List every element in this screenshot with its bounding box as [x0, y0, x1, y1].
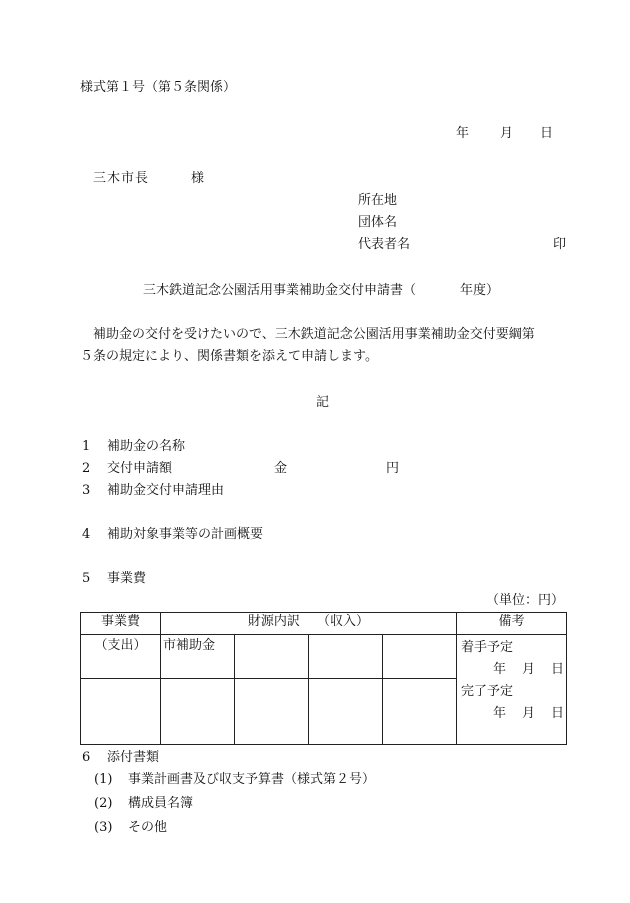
remarks-cell — [457, 635, 567, 745]
attachment-number: (2) — [94, 796, 113, 811]
end-label: 完了予定 — [461, 684, 514, 699]
funding-header: 財源内訳 （収入） — [161, 613, 457, 635]
start-label: 着手予定 — [461, 640, 514, 655]
addressee-honorific: 様 — [191, 171, 205, 186]
amount-yen: 円 — [386, 461, 400, 476]
remarks-header: 備考 — [457, 613, 567, 635]
item-label: 添付書類 — [107, 750, 160, 765]
start-year: 年 — [493, 662, 507, 677]
expense-header: 事業費 — [81, 613, 161, 635]
start-day: 日 — [551, 662, 565, 677]
title-year-suffix: 年度） — [460, 283, 500, 298]
attachment-label: その他 — [128, 820, 168, 835]
item-label: 補助金の名称 — [107, 439, 186, 454]
representative-label: 代表者名 — [358, 237, 411, 252]
item-label: 交付申請額 — [107, 461, 173, 476]
attachment-number: (3) — [94, 820, 113, 835]
ki-heading: 記 — [316, 395, 330, 410]
end-year: 年 — [493, 706, 507, 721]
funding-cell[interactable] — [235, 635, 309, 679]
end-date-line — [461, 703, 566, 725]
item-number: 5 — [82, 571, 91, 586]
address-label: 所在地 — [358, 193, 398, 208]
attachment-number: (1) — [94, 772, 113, 787]
amount-kin: 金 — [274, 461, 288, 476]
funding-cell[interactable] — [383, 635, 457, 679]
city-subsidy-label: 市補助金 — [161, 635, 235, 679]
funding-cell[interactable] — [309, 635, 383, 679]
budget-table — [80, 612, 567, 745]
body-line-2: ５条の規定により、関係書類を添えて申請します。 — [80, 349, 378, 364]
expense-subheader: （支出） — [81, 635, 161, 679]
item-number: 6 — [82, 750, 91, 765]
end-month: 月 — [522, 706, 536, 721]
attachment-label: 事業計画書及び収支予算書（様式第２号） — [128, 772, 376, 787]
start-month: 月 — [522, 662, 536, 677]
funding-cell[interactable] — [161, 679, 235, 745]
funding-cell[interactable] — [309, 679, 383, 745]
expense-cell[interactable] — [81, 679, 161, 745]
form-number: 様式第１号（第５条関係） — [80, 80, 237, 95]
date-day: 日 — [540, 126, 554, 141]
item-number: 4 — [82, 527, 91, 542]
item-number: 3 — [82, 483, 91, 498]
item-label: 補助金交付申請理由 — [107, 483, 225, 498]
item-number: 2 — [82, 461, 91, 476]
date-month: 月 — [500, 126, 514, 141]
item-label: 補助対象事業等の計画概要 — [107, 527, 264, 542]
body-line-1: 補助金の交付を受けたいので、三木鉄道記念公園活用事業補助金交付要綱第 — [93, 327, 535, 342]
date-year: 年 — [456, 126, 470, 141]
funding-cell[interactable] — [383, 679, 457, 745]
seal-mark: 印 — [553, 237, 567, 252]
addressee-name: 三木市長 — [93, 171, 150, 186]
funding-cell[interactable] — [235, 679, 309, 745]
attachment-label: 構成員名簿 — [128, 796, 194, 811]
item-number: 1 — [82, 439, 91, 454]
title-main: 三木鉄道記念公園活用事業補助金交付申請書（ — [143, 283, 417, 298]
unit-label: （単位：円） — [486, 593, 565, 608]
end-day: 日 — [551, 706, 565, 721]
item-label: 事業費 — [107, 571, 147, 586]
start-date-line — [461, 659, 566, 681]
organization-label: 団体名 — [358, 215, 398, 230]
